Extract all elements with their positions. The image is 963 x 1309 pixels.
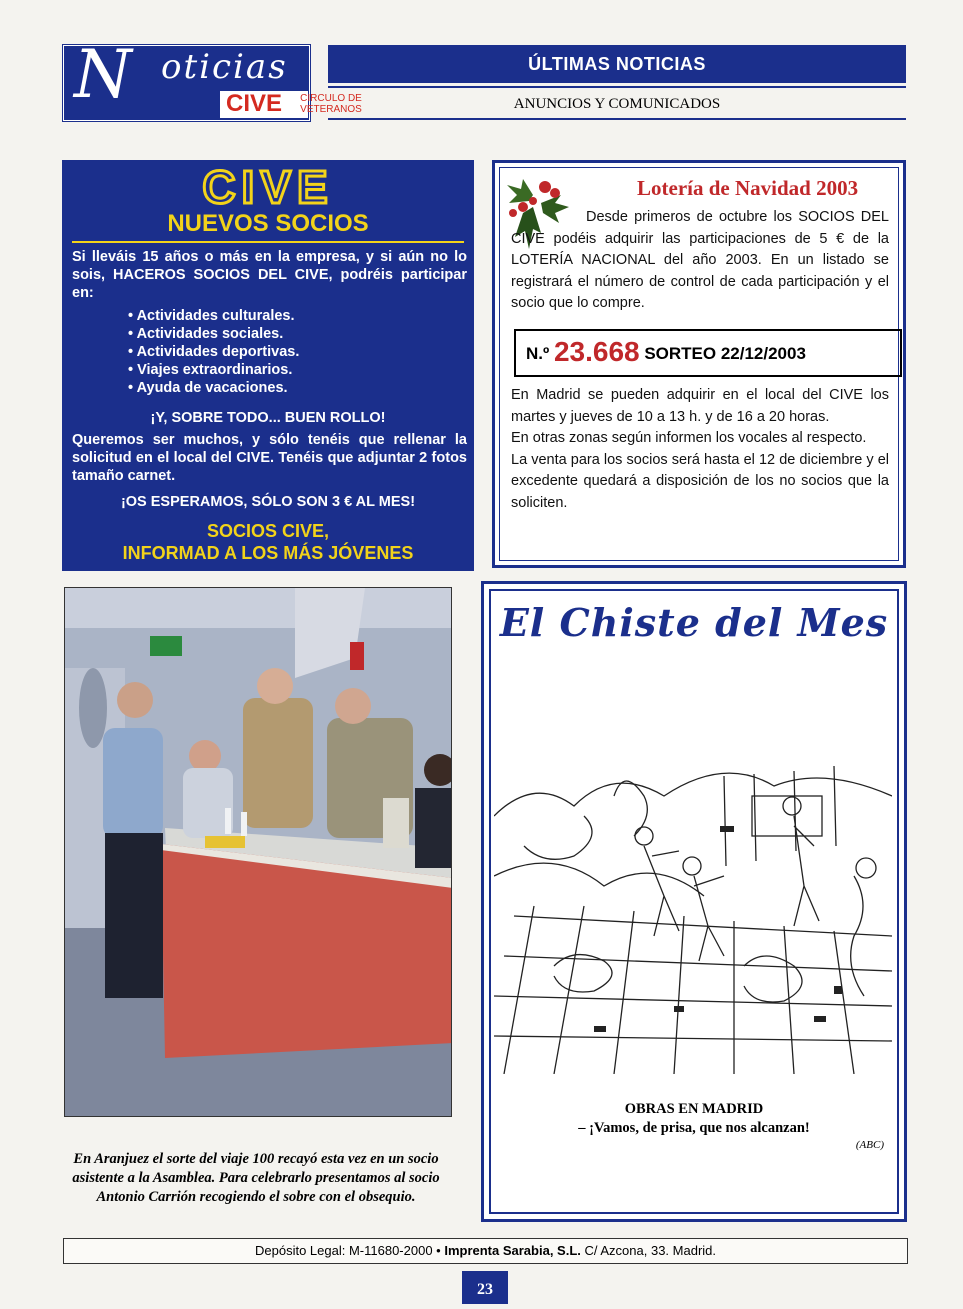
cartoon-illustration [494, 756, 892, 1074]
sorteo-date: SORTEO 22/12/2003 [644, 344, 806, 363]
socios-intro: Si lleváis 15 años o más en la empresa, y si aún no lo sois, HACEROS SOCIOS DEL CIVE, podréis participar en: [72, 249, 467, 301]
photo-illustration [65, 588, 452, 1117]
logo-circulo-veteranos: CIRCULO DE VETERANOS [300, 93, 362, 115]
noticias-cive-logo [63, 36, 362, 121]
loteria-box [492, 160, 906, 568]
esperamos-line: ¡OS ESPERAMOS, SÓLO SON 3 € AL MES! [120, 494, 416, 510]
chiste-title: El Chiste del Mes [499, 600, 889, 645]
page-number: 23 [462, 1271, 508, 1304]
nuevos-socios-heading: NUEVOS SOCIOS [167, 210, 369, 237]
lottery-number: 23.668 [553, 336, 640, 367]
cive-big-title: CIVE [202, 161, 334, 213]
lottery-number-box [514, 329, 902, 377]
event-photo [64, 587, 452, 1117]
logo-script-letter: N [74, 36, 132, 113]
photo-caption: En Aranjuez el sorte del viaje 100 recayó esta vez en un socio asistente a la Asamblea. Para celebrarlo presentamos al socio Antonio Carrión recogiendo el sobre con el obsequio. [72, 1151, 440, 1205]
printer-address: C/ Azcona, 33. Madrid. [580, 1243, 716, 1258]
cartoon-quote: – ¡Vamos, de prisa, que nos alcanzan! [578, 1120, 810, 1136]
activities-list [128, 307, 299, 397]
divider [328, 86, 906, 88]
loteria-paragraph-3: En otras zonas según informen los vocales al respecto. [511, 430, 867, 446]
divider [72, 241, 464, 243]
printer-name: Imprenta Sarabia, S.L. [444, 1243, 581, 1258]
nuevos-socios-box [62, 160, 474, 571]
queremos-text: Queremos ser muchos, y sólo tenéis que rellenar la solicitud en el local del CIVE. Tenéis que adjuntar 2 fotos tamaño carnet. [72, 432, 467, 484]
closing-slogan [62, 520, 474, 564]
sobre-todo-line: ¡Y, SOBRE TODO... BUEN ROLLO! [150, 410, 386, 426]
cartoon-caption-title: OBRAS EN MADRID [624, 1101, 764, 1117]
list-item: • Actividades deportivas. [128, 344, 300, 360]
closing-line-1: SOCIOS CIVE, [206, 521, 330, 541]
divider [328, 118, 906, 120]
loteria-paragraph-1: Desde primeros de octubre los SOCIOS DEL CIVE podéis adquirir las participaciones de 5 € de la LOTERÍA NACIONAL del año 2003. En un listado se registrará el número de control de cada participación y el socio que lo compre. [511, 209, 889, 311]
deposito-legal: Depósito Legal: M-11680-2000 • [255, 1243, 445, 1258]
list-item: • Viajes extraordinarios. [128, 362, 293, 378]
cartoon-source: (ABC) [855, 1139, 884, 1151]
section-subtitle: ANUNCIOS Y COMUNICADOS [513, 96, 721, 112]
closing-line-2: INFORMAD A LOS MÁS JÓVENES [122, 543, 414, 563]
list-item: • Actividades culturales. [128, 308, 295, 324]
list-item: • Ayuda de vacaciones. [128, 380, 288, 396]
loteria-title: Lotería de Navidad 2003 [637, 176, 859, 200]
legal-footer [63, 1238, 908, 1264]
list-item: • Actividades sociales. [128, 326, 284, 342]
number-prefix: N.º [526, 344, 550, 363]
section-title-bar: ÚLTIMAS NOTICIAS [328, 45, 906, 83]
logo-word: oticias [161, 47, 288, 87]
loteria-paragraph-2: En Madrid se pueden adquirir en el local del CIVE los martes y jueves de 10 a 13 h. y de 16 a 20 horas. [511, 387, 889, 425]
logo-cive: CIVE [226, 90, 283, 117]
loteria-paragraph-4: La venta para los socios será hasta el 12 de diciembre y el excedente quedará a disposición de los no socios que la soliciten. [511, 451, 889, 511]
loteria-details [511, 385, 889, 514]
chiste-box [481, 581, 907, 1222]
